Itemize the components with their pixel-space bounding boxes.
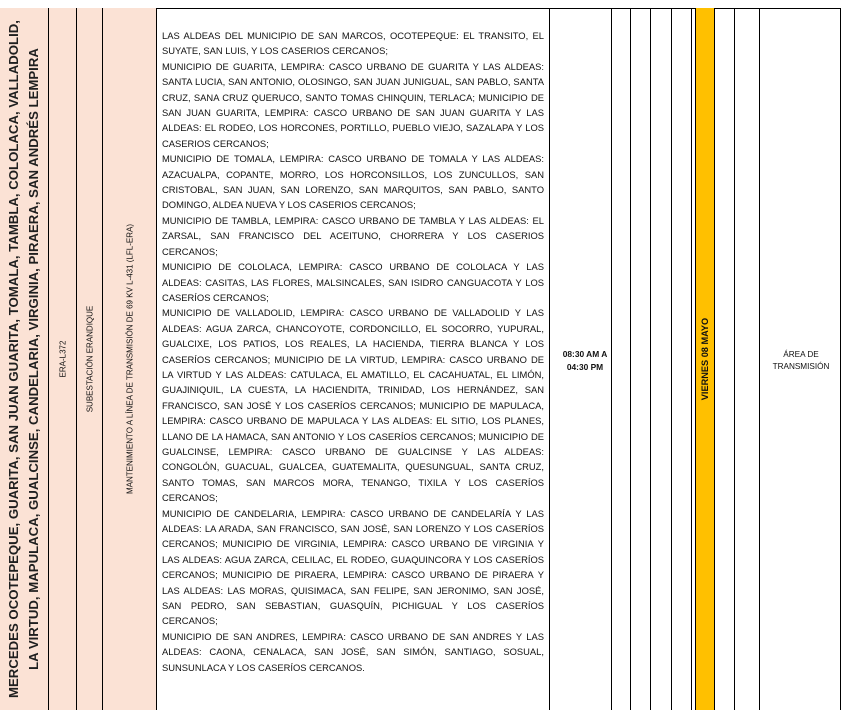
substation-name: SUBESTACIÓN ERANDIQUE [85,305,94,413]
places-text: MERCEDES OCOTEPEQUE, GUARITA, SAN JUAN GUARITA, TOMALA, TAMBLA, COLOLACA, VALLADOLID, LA VIRTUD, MAPULACA, GUALCINSE, CANDELARIA, VIRGINIA, PIRAERA, SAN ANDRÉS LEMPIRA [6,20,41,698]
substation-cell [76,8,102,710]
affected-areas-text [162,28,544,675]
time-end: 04:30 PM [566,362,604,372]
work-description: MANTENIMIENTO A LÍNEA DE TRANSMISIÓN DE 69 KV L-431 (LFL-ERA) [125,224,134,494]
time-start: 08:30 AM A [562,349,608,359]
empty-day-cell [630,8,650,710]
description-paragraph: LAS ALDEAS DEL MUNICIPIO DE SAN MARCOS, OCOTEPEQUE: EL TRANSITO, EL SUYATE, SAN LUIS, Y LOS CASERIOS CERCANOS; [162,30,544,57]
empty-day-cell [714,8,734,710]
places-cell [0,8,48,710]
time-range [555,348,615,374]
places-wrap [0,8,48,710]
empty-day-cell [650,8,671,710]
description-paragraph: MUNICIPIO DE CANDELARIA, LEMPIRA: CASCO URBANO DE CANDELARÍA Y LAS ALDEAS: LA ARADA, SAN FRANCISCO, SAN JOSÉ, SAN LORENZO Y LOS CASERÍOS CERCANOS; MUNICIPIO DE VIRGINIA, LEMPIRA: CASCO URBANO DE VIRGINIA Y LAS ALDEAS: AGUA ZARCA, CELILAC, EL RODEO, GUAQUINCORA Y LOS CASERÍOS CERCANOS; MUNICIPIO DE PIRAERA, LEMPIRA: CASCO URBANO DE PIRAERA Y LAS ALDEAS: LAS MORAS, QUISIMACA, SAN FELIPE, SAN JERONIMO, SAN JOSÉ, SAN PEDRO, SAN SEBASTIAN, GUASQUÍN, PICHIGUAL Y LOS CASERÍOS CERCANOS; [162,507,544,627]
day-cell [695,8,714,710]
code-cell [48,8,76,710]
work-cell [102,8,156,710]
circuit-code: ERA-L372 [58,340,67,378]
description-paragraph: MUNICIPIO DE SAN ANDRES, LEMPIRA: CASCO URBANO DE SAN ANDRES Y LAS ALDEAS: CAONA, CENALACA, SAN JOSÉ, SAN SIMÓN, SANTIAGO, SOSUAL, SUNSUNLACA Y LOS CASERÍOS CERCANOS. [162,630,544,673]
empty-day-cell [734,8,759,710]
area-label: ÁREA DE TRANSMISIÓN [772,350,830,371]
description-paragraph: MUNICIPIO DE COLOLACA, LEMPIRA: CASCO URBANO DE COLOLACA Y LAS ALDEAS: CASITAS, LAS FLORES, MALSINCALES, SAN ISIDRO CANGUACOTA Y LOS CASERÍOS CERCANOS; [162,261,544,303]
day-label: VIERNES 08 MAYO [700,317,710,401]
table-right-border [840,8,841,710]
empty-day-cell [671,8,691,710]
description-paragraph: MUNICIPIO DE VALLADOLID, LEMPIRA: CASCO URBANO DE VALLADOLID Y LAS ALDEAS: AGUA ZARCA, CHANCOYOTE, CORDONCILLO, EL SOCORRO, YUPURAL, GUALCIXE, LOS PATIOS, LOS REALES, LA HACIENDA, TIERRA BLANCA Y LOS CASERÍOS CERCANOS; MUNICIPIO DE LA VIRTUD, LEMPIRA: CASCO URBANO DE LA VIRTUD Y LAS ALDEAS: CATULACA, EL AMATILLO, EL CACAHUATAL, EL LIMÓN, GUAJINIQUIL, LA CUESTA, LA HACIENDITA, TRINIDAD, LOS HERNÁNDEZ, SAN FRANCISCO, SAN JOSÉ Y LOS CASERÍOS CERCANOS; MUNICIPIO DE MAPULACA, LEMPIRA: CASCO URBANO DE MAPULACA Y LAS ALDEAS: EL SITIO, LOS PLANES, LLANO DE LA HAMACA, SAN ANTONIO Y LOS CASERÍOS CERCANOS; MUNICIPIO DE GUALCINSE, LEMPIRA: CASCO URBANO DE GUALCINSE Y LAS ALDEAS: CONGOLÓN, GUACUAL, GUALCEA, GUATEMALITA, QUESUNGUAL, SANTA CRUZ, SANTO TOMAS, SAN MARCOS MORA, TENANGO, TIXILA Y LOS CASERÍOS CERCANOS; [162,307,544,504]
description-paragraph: MUNICIPIO DE TOMALA, LEMPIRA: CASCO URBANO DE TOMALA Y LAS ALDEAS: AZACUALPA, COPANTE, MORRO, LOS HORCONSILLOS, LOS ZUNCULLOS, SAN CRISTOBAL, SAN JUAN, SAN LORENZO, SAN MARQUITOS, SAN PABLO, SANTO DOMINGO, ALDEA NUEVA Y LOS CASERIOS CERCANOS; [162,153,544,211]
description-paragraph: MUNICIPIO DE TAMBLA, LEMPIRA: CASCO URBANO DE TAMBLA Y LAS ALDEAS: EL ZARSAL, SAN FRANCISCO DEL ACEITUNO, CHORRERA Y LOS CASERIOS CERCANOS; [162,214,544,257]
description-paragraph: MUNICIPIO DE GUARITA, LEMPIRA: CASCO URBANO DE GUARITA Y LAS ALDEAS: SANTA LUCIA, SAN ANTONIO, OLOSINGO, SAN JUAN JUNIGUAL, SAN PABLO, SANTA CRUZ, SANA CRUZ QUERUCO, SANTO TOMAS CHINQUIN, TERLACA; MUNICIPIO DE SAN JUAN GUARITA, LEMPIRA: CASCO URBANO DE SAN JUAN GUARITA Y LAS ALDEAS: EL RODEO, LOS HORCONES, PORTILLO, PUEBLO VIEJO, SAZALAPA Y LOS CASERIOS CERCANOS; [162,60,544,149]
